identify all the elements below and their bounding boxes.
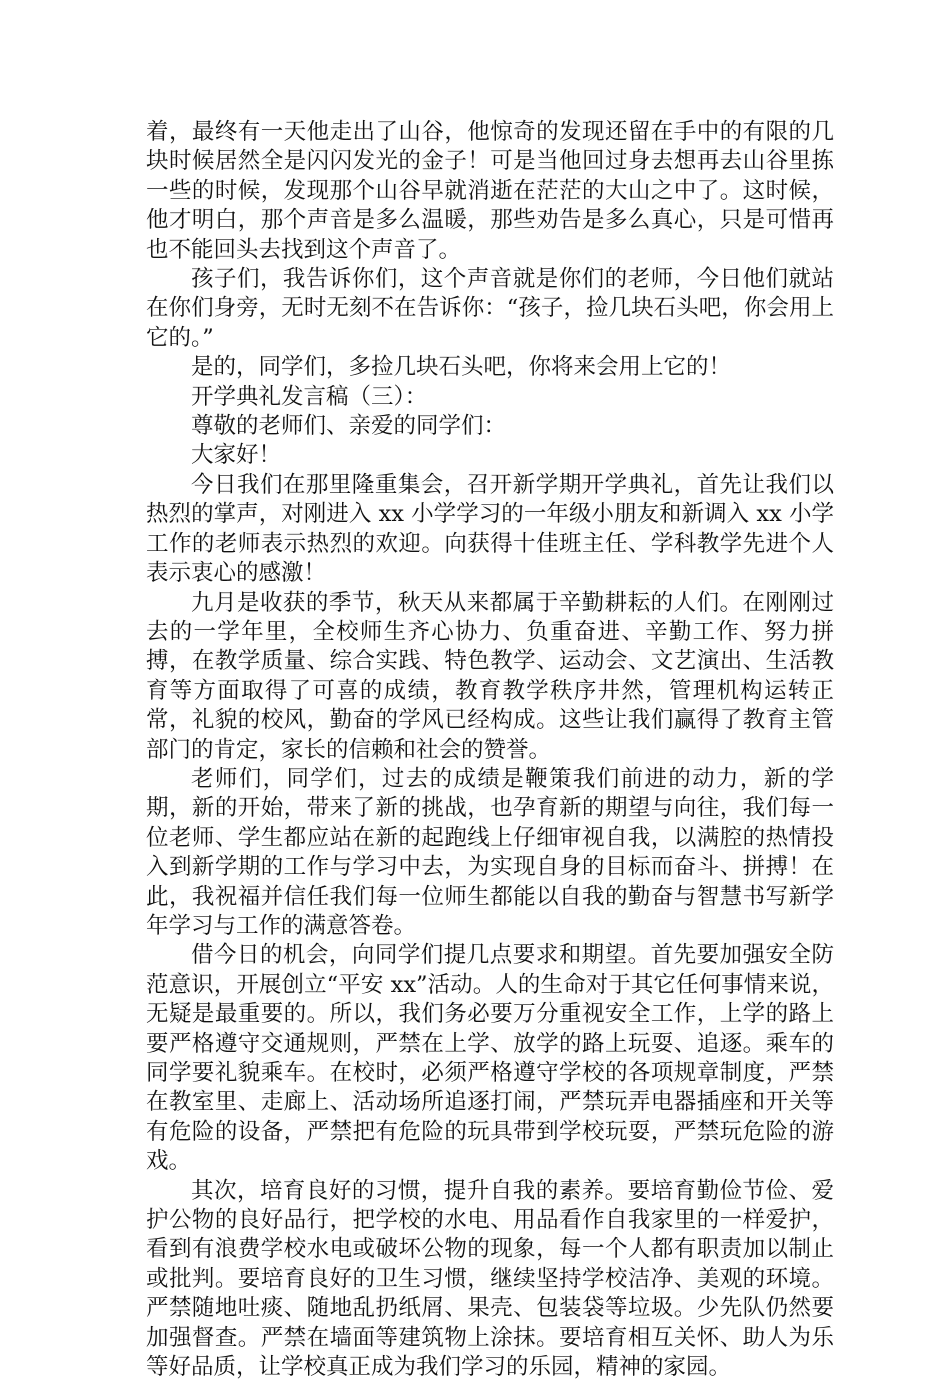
paragraph-voice-is-teacher: 孩子们，我告诉你们，这个声音就是你们的老师，今日他们就站在你们身旁，无时无刻不在告诉你：“孩子，捡几块石头吧，你会用上它的。”: [146, 266, 834, 351]
paragraph-habits: 其次，培育良好的习惯，提升自我的素养。要培育勤俭节俭、爱护公物的良好品行，把学校的水电、用品看作自我家里的一样爱护，看到有浪费学校水电或破坏公物的现象，每一个人都有职责加以制止或批判。要培育良好的卫生习惯，继续坚持学校洁净、美观的环境。严禁随地吐痰、随地乱扔纸屑、果壳、包装袋等垃圾。少先队仍然要加强督查。严禁在墙面等建筑物上涂抹。要培育相互关怀、助人为乐等好品质，让学校真正成为我们学习的乐园，精神的家园。: [146, 1177, 834, 1381]
paragraph-september: 九月是收获的季节，秋天从来都属于辛勤耕耘的人们。在刚刚过去的一学年里，全校师生齐心协力、负重奋进、辛勤工作、努力拼搏，在教学质量、综合实践、特色教学、运动会、文艺演出、生活教育等方面取得了可喜的成绩，教育教学秩序井然，管理机构运转正常，礼貌的校风，勤奋的学风已经构成。这些让我们赢得了教育主管部门的肯定，家长的信赖和社会的赞誉。: [146, 589, 834, 763]
paragraph-continuation: 着，最终有一天他走出了山谷，他惊奇的发现还留在手中的有限的几块时候居然全是闪闪发光的金子！可是当他回过身去想再去山谷里拣一些的时候，发现那个山谷早就消逝在茫茫的大山之中了。这时候，他才明白，那个声音是多么温暖，那些劝告是多么真心，只是可惜再也不能回头去找到这个声音了。: [146, 119, 834, 263]
paragraph-welcome: 今日我们在那里隆重集会，召开新学期开学典礼，首先让我们以热烈的掌声，对刚进入 xx 小学学习的一年级小朋友和新调入 xx 小学工作的老师表示热烈的欢迎。向获得十佳班主任、学科教学先进个人表示衷心的感激！: [146, 471, 834, 587]
document-body: [146, 118, 834, 1382]
greeting: 大家好！: [191, 442, 282, 469]
paragraph-pick-stones: 是的，同学们，多捡几块石头吧，你将来会用上它的！: [191, 354, 732, 381]
paragraph-safety: 借今日的机会，向同学们提几点要求和期望。首先要加强安全防范意识，开展创立“平安 xx”活动。人的生命对于其它任何事情来说，无疑是最重要的。所以，我们务必要万分重视安全工作，上学的路上要严格遵守交通规则，严禁在上学、放学的路上玩耍、追逐。乘车的同学要礼貌乘车。在校时，必须严格遵守学校的各项规章制度，严禁在教室里、走廊上、活动场所追逐打闹，严禁玩弄电器插座和开关等有危险的设备，严禁把有危险的玩具带到学校玩耍，严禁玩危险的游戏。: [146, 942, 834, 1175]
salutation: 尊敬的老师们、亲爱的同学们：: [191, 413, 507, 440]
paragraph-new-semester: 老师们，同学们，过去的成绩是鞭策我们前进的动力，新的学期，新的开始，带来了新的挑战，也孕育新的期望与向往，我们每一位老师、学生都应站在新的起跑线上仔细审视自我，以满腔的热情投入到新学期的工作与学习中去，为实现自身的目标而奋斗、拼搏！在此，我祝福并信任我们每一位师生都能以自我的勤奋与智慧书写新学年学习与工作的满意答卷。: [146, 765, 834, 939]
section-heading: 开学典礼发言稿（三）：: [191, 383, 428, 410]
